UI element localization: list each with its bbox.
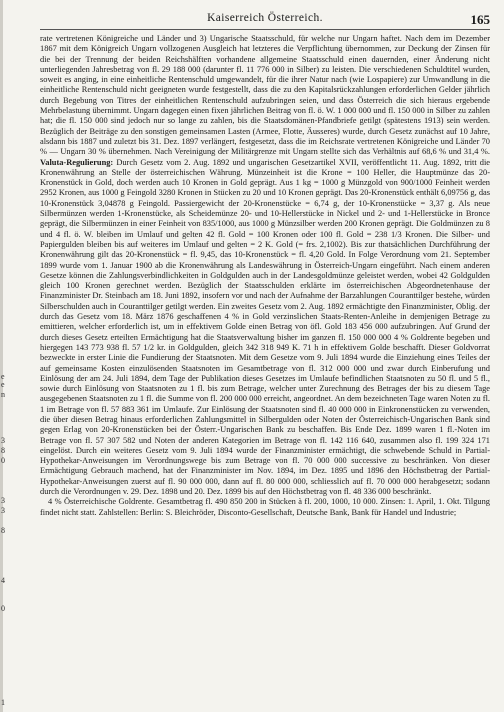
margin-mark: 8 [1, 446, 5, 455]
margin-mark: 3 [1, 496, 5, 505]
margin-mark: 8 [1, 526, 5, 535]
section-heading-valuta: Valuta-Regulierung: [40, 157, 114, 167]
body-text [40, 34, 490, 706]
margin-mark: 4 [1, 576, 5, 585]
margin-mark: 0 [1, 604, 5, 613]
margin-mark: n [1, 390, 5, 399]
margin-mark: e [1, 372, 5, 381]
header-rule [40, 29, 490, 30]
margin-mark: 1 [1, 698, 5, 707]
page-number: 165 [470, 12, 490, 27]
paragraph-text: Durch Gesetz vom 2. Aug. 1892 und ungarischen Gesetzartikel XVII, veröffentlicht 11. Aug. 1892, tritt die Kronenwährung an Stelle der österreichischen Währung. Münzeinheit ist die Krone = 100 Heller, die Hauptmünze das 20-Kronenstück in Gold, doch werden auch 10 Kronen in Gold geprägt. Aus 1 kg = 1000 g Münzgold von 900/1000 Feinheit werden 2952 Kronen, aus 1000 g Feingold 3280 Kronen in Stücken zu 20 und 10 Kronen geprägt. Das 20-Kronenstück enthält 6,09756 g, das 10-Kronenstück 3,04878 g Feingold. Passiergewicht der 20-Kronenstücke = 6,74 g, der 10-Kronenstücke = 3,37 g. Als neue Silbermünzen werden 1-Kronenstücke, als Scheidemünze 20- und 10-Hellerstücke in Nickel und 2- und 1-Hellerstücke in Bronce geprägt, die Silbermünzen in einer Feinheit von 835/1000, aus 1000 g Münzsilber werden 200 Kronen geprägt. Die Goldmünzen zu 8 und 4 fl. ö. W. bleiben im Umlauf und gelten 42 fl. Gold = 100 Kronen oder 100 fl. Gold = 238 1/3 Kronen. Die Silber- und Papiergulden bleiben bis auf weiteres im Umlauf und gelten = 2 K. Gold (= frs. 2,1002). Bis zur thatsächlichen Durchführung der Kronenwährung gilt das 20-Kronenstück = fl. 9,45, das 10-Kronenstück = fl. 4,20 Gold. In Folge Verordnung vom 21. September 1899 wurde vom 1. Januar 1900 ab die Kronenwährung als Landeswährung in Österreich-Ungarn eingeführt. Nach einem anderen Gesetze können die Zahlungsverbindlichkeiten in Goldgulden auch in der Landesgoldmünze geleistet werden, wobei 42 Goldgulden gleich 100 Kronen gerechnet werden. Bezüglich der Staatsschulden erklärte im österreichischen Abgeordnetenhause der Finanzminister Dr. Steinbach am 18. Juni 1892, insofern vor und nach der Aufnahme der Barzahlungen Couranttilger bestehe, würden Silberschulden auch in Couranttilger getilgt werden. Ein zweites Gesetz vom 2. Aug. 1892 ermächtigte den Finanzminister, Oblig. der durch das Gesetz vom 18. März 1876 geschaffenen 4 % in Gold verzinslichen Staats-Renten-Anleihe in demjenigen Betrage zu emittieren, welcher erforderlich ist, um in effektivem Golde einen Betrag von öfl. Gold 183 456 000 aufzubringen. Auf Grund der durch dieses Gesetz erteilten Ermächtigung hat die Staatsverwaltung bisher im ganzen fl. 150 000 000 4 % Goldrente begeben und hiergegen 143 773 938 fl. 57 1/2 kr. in Goldgulden, gleich 342 318 949 K. 71 h in effektivem Golde beschafft. Dieser Goldvorrat bezweckte in erster Linie die Fundierung der Staatsnoten. Mit dem Gesetze vom 9. Juli 1894 wurde die Einziehung eines Teiles der auf gemeinsame Kosten einzulösenden Staatsnoten im Gesamtbetrage von fl. 312 000 000 und zwar durch Einberufung und Einlösung der am 24. Juli 1894, dem Tage der Publikation dieses Gesetzes im Umlaufe befindlichen Staatsnoten zu 50 fl. und 5 fl., sowie durch Einlösung von Staatsnoten zu 1 fl. bis zum Betrage, welcher unter Zurechnung des Betrages der bis zu diesem Tage ausgegebenen Staatsnoten zu 1 fl. die Summe von fl. 200 000 000 erreicht, angeordnet. An dem bezeichneten Tage waren Noten zu fl. 1 im Betrage von fl. 57 883 361 im Umlaufe. Zur Einlösung der Staatsnoten sind fl. 40 000 000 in Einkronenstücken zu verwenden, die über diesen Betrag hinaus erforderlichen Zahlungsmittel in Silbergulden oder Noten der Österreichisch-Ungarischen Bank sind gegen Erlag von 20-Kronenstücken bei der Österr.-Ungarischen Bank zu beschaffen. Bis Ende Dez. 1899 waren 1 fl.-Noten im Betrage von fl. 57 307 582 und Noten der anderen Kategorien im Betrage von fl. 142 116 640, zusammen also fl. 199 324 171 eingelöst. Durch ein weiteres Gesetz vom 9. Juli 1894 wurde der Finanzminister ermächtigt, die schwebende Schuld in Partial-Hypothekar-Anweisungen im Verordnungswege bis zum Betrage von fl. 70 000 000 successive zu beschränken. Von dieser Ermächtigung Gebrauch machend, hat der Finanzminister im Nov. 1894, im Dez. 1895 und 1896 den Höchstbetrag der Partial-Hypothekar-Anweisungen zuerst auf fl. 90 000 000, dann auf fl. 80 000 000, schliesslich auf fl. 70 000 000 herabgesetzt; sodann durch die Verordnungen v. 29. Dez. 1898 und 20. Dez. 1899 bis auf den Höchstbetrag von fl. 48 336 000 beschränkt. [40, 157, 490, 497]
margin-mark: 3 [1, 436, 5, 445]
paragraph [40, 34, 490, 497]
paragraph-text: rate vertretenen Königreiche und Länder und 3) Ungarische Staatsschuld, für welche nur Ungarn haftet. Nach dem im Dezember 1867 mit dem Königreich Ungarn vollzogenen Ausgleich hat letzteres die Verpflichtung übernommen, zur Deckung der Zinsen für die bei der Trennung der beiden Reichshälften vorhandene allgemeine Staatsschuld einen dauernden, einer Änderung nicht unterliegenden Jahresbetrag von fl. 29 188 000 (darunter fl. 11 776 000 in Silber) zu leisten. Die verschiedenen Schuldtitel wurden, soweit es anging, in eine einheitliche Rentenschuld umgewandelt, für die ihrer Natur nach (wie Lospapiere) zur Umwandlung in die einheitliche Rentenschuld nicht geeigneten wurde festgestellt, dass die zu den Kapitalsrückzahlungen erforderlichen Gelder jährlich durch Begebung von Titres der einheitlichen Rentenschuld aufzubringen seien, und dass Österreich die sich hieraus ergebende Mehrbelastung übernimmt. Ungarn dagegen einen fixen jährlichen Beitrag von fl. ö. W. 1 000 000 und fl. 150 000 in Silber zu zahlen hat; die fl. 150 000 sind jedoch nur so lange zu zahlen, bis die Staatsdomänen-Pfandbriefe getilgt (spätestens 1913) sein werden. Bezüglich der Beiträge zu den sonstigen gemeinsamen Lasten (Armee, Flotte, Äusseres) wurde, durch Gesetz zunächst auf 10 Jahre, alsdann bis 1887 und zuletzt bis 31. Dez. 1897 verlängert, festgesetzt, dass die im Reichsrate vertretenen Königreiche und Länder 70 % — Ungarn 30 % übernehmen. Nach Vereinigung der Militärgrenze mit Ungarn stellte sich das Verhältnis auf 68,6 % und 31,4 %. [40, 34, 490, 157]
left-margin-fragments [0, 0, 12, 712]
margin-mark: 0 [1, 456, 5, 465]
paragraph-text: 4 % Österreichische Goldrente. Gesamtbetrag fl. 490 850 200 in Stücken à fl. 200, 1000, 10 000. Zinsen: 1. April, 1. Okt. Tilgung findet nicht statt. Zahlstellen: Berlin: S. Bleichröder, Disconto-Gesellschaft, Deutsche Bank, Bank für Handel und Industrie; [40, 497, 490, 517]
page-title: Kaiserreich Österreich. [207, 12, 323, 24]
running-header [40, 12, 490, 28]
margin-mark: 3 [1, 506, 5, 515]
paragraph [40, 497, 490, 518]
margin-mark: e [1, 380, 5, 389]
